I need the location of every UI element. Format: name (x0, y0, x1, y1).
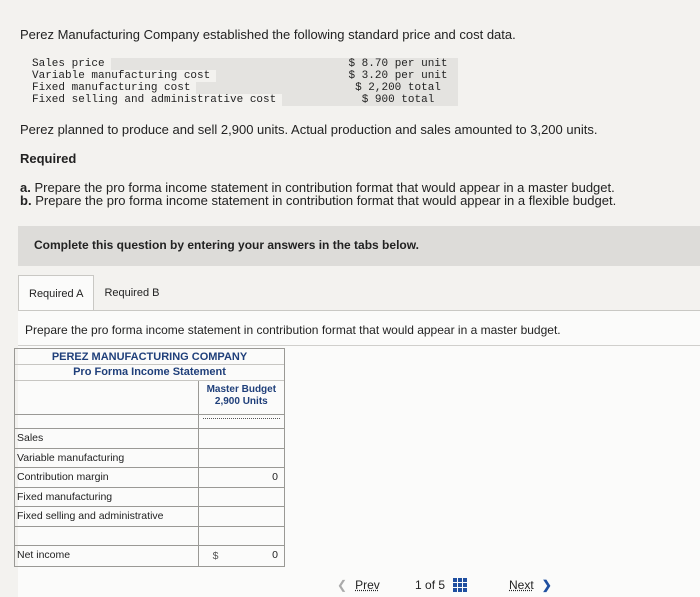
table-row (15, 415, 284, 429)
income-statement-table (14, 348, 285, 567)
table-row (15, 429, 284, 449)
cost-value: $ 900 total (361, 94, 435, 106)
tab-panel (18, 310, 700, 597)
grid-icon[interactable] (453, 578, 467, 592)
cost-row (32, 58, 458, 70)
cost-row (32, 70, 458, 82)
table-row (15, 507, 284, 527)
task-letter: a. (20, 180, 31, 195)
master-budget-header (198, 381, 284, 414)
cost-data-block (32, 58, 458, 106)
cost-value: $ 8.70 per unit (348, 58, 448, 70)
next-label: Next (509, 578, 534, 592)
task-letter: b. (20, 193, 32, 208)
row-label[interactable]: Fixed selling and administrative (17, 510, 164, 522)
page-indicator[interactable] (415, 578, 467, 592)
statement-title: Pro Forma Income Statement (15, 365, 284, 381)
value-input[interactable] (198, 507, 284, 526)
header-line2: 2,900 Units (214, 396, 268, 407)
chevron-left-icon: ❮ (337, 578, 348, 592)
cost-value: $ 2,200 total (355, 82, 441, 94)
task-text: Prepare the pro forma income statement in contribution format that would appear in a flexible budget. (35, 193, 617, 208)
task-text: Prepare the pro forma income statement in contribution format that would appear in a master budget. (34, 180, 615, 195)
row-label: Contribution margin (17, 471, 109, 483)
next-button[interactable] (509, 578, 552, 592)
value-input[interactable] (198, 488, 284, 507)
table-row (15, 449, 284, 469)
value-cell: 0 (198, 468, 284, 487)
plan-text: Perez planned to produce and sell 2,900 units. Actual production and sales amounted to 3,200 units. (20, 122, 598, 137)
banner-text: Complete this question by entering your answers in the tabs below. (34, 238, 419, 252)
required-heading: Required (20, 151, 77, 166)
net-income-value (198, 546, 284, 566)
header-blank-cell (15, 381, 198, 414)
column-header (15, 381, 284, 415)
page-current: 1 (415, 578, 422, 592)
header-line1: Master Budget (206, 384, 277, 395)
tab-required-b[interactable]: Required B (104, 287, 160, 299)
table-row (15, 488, 284, 508)
page-of: of (425, 578, 436, 592)
prev-label: Prev (355, 578, 380, 592)
task-b (20, 193, 616, 208)
row-label[interactable]: Sales (17, 432, 44, 444)
table-row (15, 468, 284, 488)
instruction-banner (18, 226, 700, 266)
cost-value: $ 3.20 per unit (348, 70, 448, 82)
tab-bar (18, 275, 169, 311)
divider (18, 345, 700, 346)
net-income-amount: 0 (272, 549, 278, 561)
currency-symbol: $ (212, 550, 219, 562)
tab-required-a[interactable]: Required A (18, 275, 94, 311)
value-input[interactable] (198, 449, 284, 468)
cost-label: Fixed manufacturing cost (32, 82, 196, 94)
table-row (15, 527, 284, 547)
prev-button[interactable] (337, 578, 380, 592)
value-input[interactable] (198, 527, 284, 546)
cost-label: Sales price (32, 58, 111, 70)
net-income-label: Net income (17, 549, 71, 561)
cost-label: Variable manufacturing cost (32, 70, 216, 82)
row-label[interactable]: Variable manufacturing (17, 451, 125, 464)
cost-row (32, 82, 458, 94)
company-name: PEREZ MANUFACTURING COMPANY (15, 349, 284, 365)
net-income-row (15, 546, 284, 566)
value-input[interactable] (198, 429, 284, 448)
value-input[interactable] (198, 415, 284, 428)
row-label[interactable]: Fixed manufacturing (17, 490, 113, 503)
panel-instruction: Prepare the pro forma income statement in contribution format that would appear in a master budget. (25, 323, 561, 337)
row-label[interactable] (15, 527, 198, 546)
cost-row (32, 94, 458, 106)
chevron-right-icon: ❯ (541, 578, 552, 592)
intro-text: Perez Manufacturing Company established the following standard price and cost data. (20, 27, 516, 42)
page-total: 5 (438, 578, 446, 592)
cost-label: Fixed selling and administrative cost (32, 94, 282, 106)
row-label (15, 415, 198, 428)
